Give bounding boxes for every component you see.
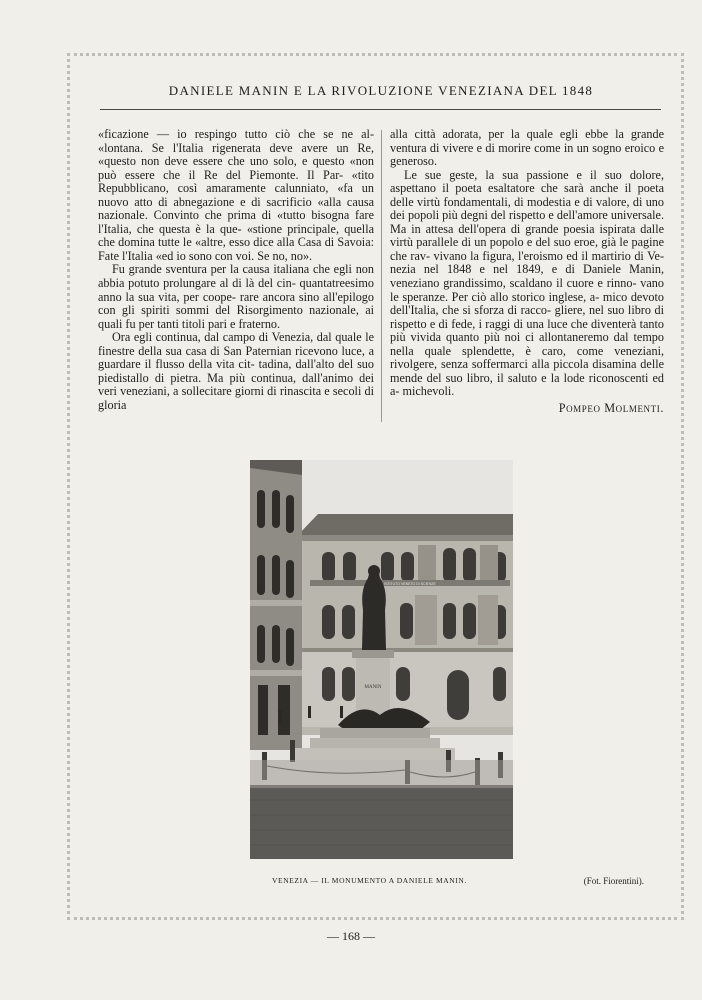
pedestal-plaque: MANIN bbox=[364, 685, 382, 690]
paragraph: Le sue geste, la sua passione e il suo dolore, aspettano il poeta esaltatore che sarà anche il poeta delle virtù fondamentali, di modestia e di valore, di uno dei popoli più degni del rispetto e dell'amore universale. Ma in attesa dell'opera di grande poesia ispirata dalle virtù parallele di un popolo e del suo eroe, già le pagine che rav- vivano la figura, l'eroismo ed il martirio di Ve- nezia nel 1848 e nel 1849, e di Daniele Manin, veneziano grandissimo, scaldano il cuore e rinno- vano le speranze. Per ciò allo storico inglese, a- mico devoto dell'Italia, che si sforza di racco- gliere, nel suo libro di rispetto e di fede, i raggi di una luce che diventerà tanto più vivida quanto più noi ci allontaneremo dal tempo nella quale splendette, è caro, come veneziani, rivolgere, senza soffermarci alla piccola disamina delle mende del suo libro, il saluto e la lode riconoscenti ed a- michevoli. bbox=[390, 167, 664, 399]
building-sign: ISTITUTO VENETO DI SCIENZE bbox=[384, 582, 436, 586]
figure-caption: VENEZIA — IL MONUMENTO A DANIELE MANIN. bbox=[272, 876, 467, 885]
header-rule bbox=[100, 109, 661, 110]
paragraph: «ficazione — io respingo tutto ciò che se ne al- «lontana. Se l'Italia rigenerata deve avere un Re, «questo non deve essere che uno solo, e questo «non può essere che il Re del Piemonte. Il Par- «tito Repubblicano, così amaramente calunniato, «fa un nuovo atto di abnegazione e di sacrificio «alla causa nazionale. Convinto che prima di «tutto bisogna fare l'Italia, che questa è la que- «stione principale, quella che domina tutte le «altre, esso dice alla Casa di Savoia: Fate l'Italia «ed io sono con voi. Se no, no». bbox=[98, 127, 374, 263]
paragraph: alla città adorata, per la quale egli ebbe la grande ventura di vivere e di morire come in un sogno eroico e generoso. bbox=[390, 127, 664, 169]
page-number: — 168 — bbox=[327, 929, 375, 943]
paragraph: Ora egli continua, dal campo di Venezia, dal quale le finestre della sua casa di San Paternian ricevono luce, a guardare il flusso della vita cit- tadina, dall'alto del suo piedistallo di pietra. Ma più continua, dall'animo dei veri veneziani, a sollecitare giorni di rinascita e secoli di gloria bbox=[98, 330, 374, 412]
photo-credit: (Fot. Fiorentini). bbox=[583, 876, 644, 886]
author-signature: Pompeo Molmenti. bbox=[558, 400, 664, 415]
column-divider bbox=[381, 130, 382, 422]
running-header: DANIELE MANIN E LA RIVOLUZIONE VENEZIANA DEL 1848 bbox=[168, 83, 594, 98]
paragraph: Fu grande sventura per la causa italiana che egli non abbia potuto prolungare al di là del cin- quantatreesimo anno la sua vita, per coope- rare ancora sino all'epilogo con gli spiriti sommi del Risorgimento nazionale, ai quali fu per tanti titoli pari e fraterno. bbox=[98, 262, 374, 331]
monument-photograph bbox=[250, 460, 513, 859]
text-column-left bbox=[98, 128, 374, 412]
text-column-right bbox=[390, 128, 664, 415]
